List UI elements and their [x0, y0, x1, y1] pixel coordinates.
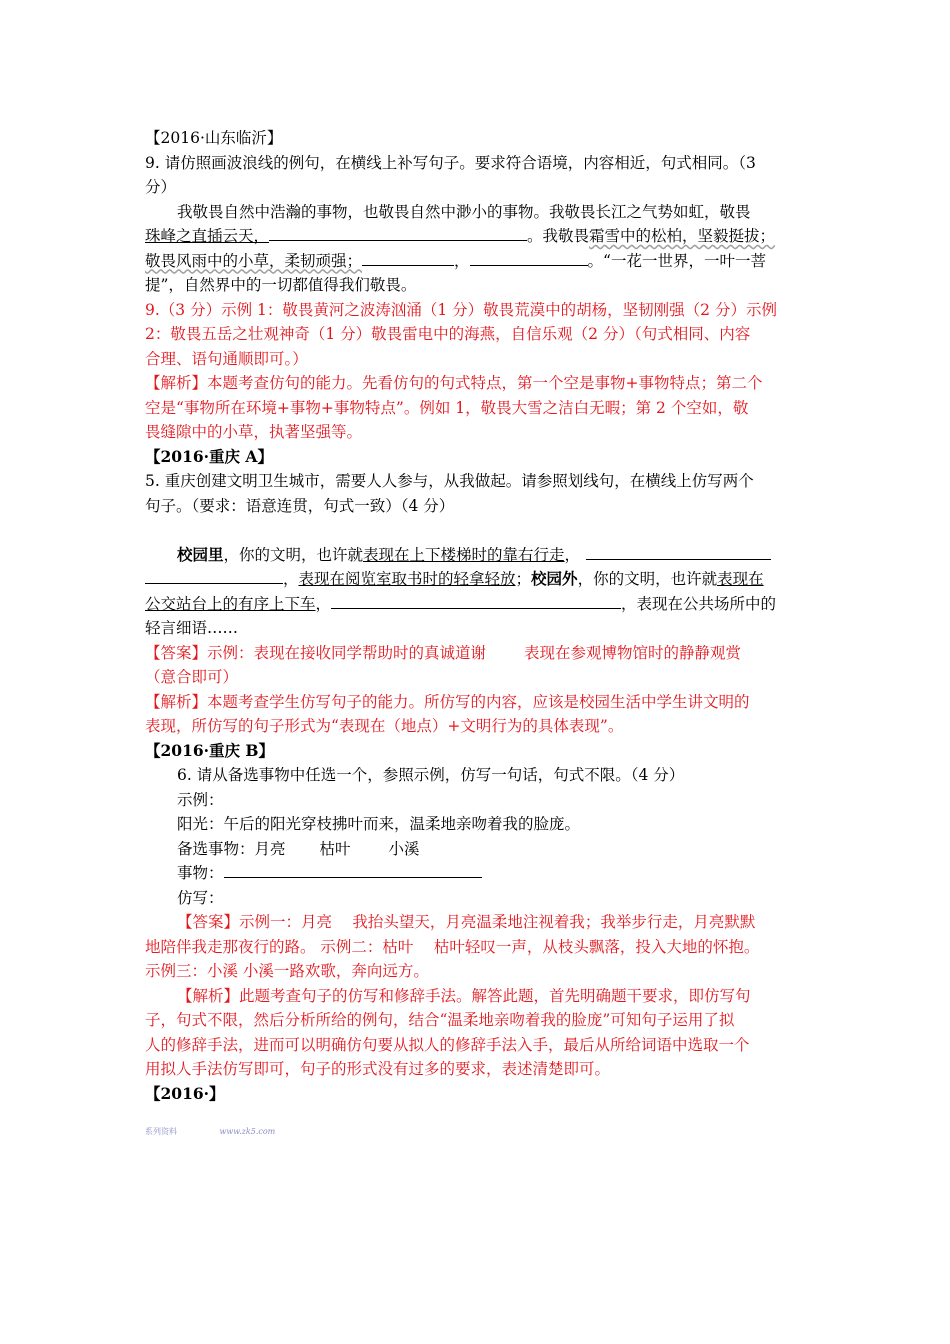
analysis-line: 用拟人手法仿写即可，句子的形式没有过多的要求，表述清楚即可。	[145, 1060, 611, 1078]
passage-text: 珠峰之直插云天，	[145, 227, 270, 245]
imitate-label: 仿写：	[177, 888, 224, 907]
footer-label: 系列资料	[145, 1127, 177, 1136]
analysis-line: 【解析】本题考查仿句的能力。先看仿句的句式特点，第一个空是事物+事物特点；第二个	[145, 374, 763, 392]
passage-line	[145, 273, 810, 298]
passage-line	[145, 200, 810, 225]
underlined-example: 表现在上下楼梯时的靠右行走	[363, 545, 565, 564]
question-stem-cont: 句子。（要求：语意连贯，句式一致）（4 分）	[145, 496, 455, 515]
answer-line: 2：敬畏五岳之壮观神奇（1 分）敬畏雷电中的海燕，自信乐观（2 分）（句式相同、内容	[145, 325, 751, 343]
answer-line: 【答案】示例一：月亮 我抬头望天，月亮温柔地注视着我；我举步行走，月亮默默	[177, 913, 756, 931]
passage-bold: 校园里	[177, 544, 224, 564]
footer	[145, 1126, 315, 1137]
answer-blank[interactable]	[362, 249, 454, 266]
analysis-line: 【解析】此题考查句子的仿写和修辞手法。解答此题，首先明确题干要求，即仿写句	[177, 986, 751, 1005]
spacer	[145, 518, 810, 543]
answer-line: 9.（3 分）示例 1：敬畏黄河之波涛汹涌（1 分）敬畏荒漠中的胡杨，坚韧刚强（2 分）示例	[145, 300, 777, 319]
footer-url[interactable]: www.zk5.com	[219, 1127, 276, 1136]
options-line	[145, 837, 810, 862]
answer-blank[interactable]	[470, 249, 588, 266]
underlined-example: 表现在	[717, 570, 764, 588]
passage-line	[145, 592, 810, 617]
underlined-example: 表现在阅览室取书时的轻拿轻放	[298, 570, 516, 588]
answer-line: 示例三：小溪 小溪一路欢歌，奔向远方。	[145, 962, 429, 980]
analysis-line: 【解析】本题考查学生仿写句子的能力。所仿写的内容，应该是校园生活中学生讲文明的	[145, 692, 750, 711]
answer-blank[interactable]	[224, 861, 482, 878]
answer-blank[interactable]	[269, 224, 527, 241]
thing-label: 事物：	[177, 864, 224, 882]
passage-text: ，你的文明，也许就	[223, 545, 364, 564]
source-tag: 【2016·】	[145, 1083, 225, 1103]
passage-line	[145, 249, 810, 274]
answer-blank[interactable]	[586, 543, 771, 560]
question-stem-cont: 分）	[145, 178, 177, 196]
source-tag: 【2016·重庆 A】	[145, 446, 273, 466]
answer-line: （意合即可）	[145, 668, 239, 686]
passage-bold: 校园外	[531, 569, 578, 588]
underlined-example: 公交站台上的有序上下车	[145, 594, 316, 613]
answer-blank[interactable]	[331, 592, 621, 609]
document-body	[145, 126, 810, 1106]
source-tag: 【2016·山东临沂】	[145, 129, 283, 147]
answer-blank[interactable]	[145, 567, 283, 584]
option-text: 备选事物：月亮	[177, 839, 286, 858]
thing-line	[145, 861, 810, 886]
passage-text: 我敬畏自然中浩瀚的事物，也敬畏自然中渺小的事物。我敬畏长江之气势如虹，敬畏	[177, 202, 751, 221]
analysis-line: 表现，所仿写的句子形式为“表现在（地点）+文明行为的具体表现”。	[145, 717, 624, 735]
passage-line	[145, 543, 810, 568]
wavy-example-text: 敬畏风雨中的小草，柔韧顽强；	[145, 251, 363, 270]
analysis-line: 空是“事物所在环境+事物+事物特点”。例如 1，敬畏大雪之洁白无暇；第 2 个空如，敬	[145, 398, 749, 417]
passage-text: ，表现在公共场所中的	[621, 594, 777, 613]
passage-line	[145, 567, 810, 592]
example-text: 阳光：午后的阳光穿枝拂叶而来，温柔地亲吻着我的脸庞。	[177, 815, 581, 833]
passage-text: ，你的文明，也许就	[577, 570, 718, 588]
answer-line	[145, 641, 810, 666]
example-label: 示例：	[177, 790, 224, 809]
passage-text: ，	[564, 545, 581, 564]
passage-line	[145, 224, 810, 249]
passage-line	[145, 616, 810, 641]
question-stem: 9. 请仿照画波浪线的例句，在横线上补写句子。要求符合语境，内容相近，句式相同。（3	[145, 153, 756, 172]
passage-text: 。我敬畏	[527, 227, 590, 245]
passage-text: 轻言细语……	[145, 619, 239, 637]
answer-line: 合理、语句通顺即可。）	[145, 349, 308, 368]
source-tag: 【2016·重庆 B】	[145, 740, 275, 760]
analysis-line: 子，句式不限，然后分析所给的例句，结合“温柔地亲吻着我的脸庞”可知句子运用了拟	[145, 1011, 735, 1029]
passage-text: ，	[454, 251, 470, 270]
analysis-line: 人的修辞手法，进而可以明确仿句要从拟人的修辞手法入手，最后从所给词语中选取一个	[145, 1035, 750, 1054]
passage-text: 。“一花一世界，一叶一菩	[587, 251, 766, 270]
passage-text: ，	[315, 594, 332, 613]
answer-line: 地陪伴我走那夜行的路。 示例二：枯叶 枯叶轻叹一声，从枝头飘落，投入大地的怀抱。	[145, 937, 760, 956]
passage-text: ；	[515, 570, 532, 588]
answer-text: 表现在参观博物馆时的静静观赏	[524, 643, 742, 662]
passage-text: 提”，自然界中的一切都值得我们敬畏。	[145, 276, 417, 294]
option-text: 枯叶	[319, 839, 351, 858]
option-text: 小溪	[388, 839, 420, 858]
analysis-line: 畏缝隙中的小草，执著坚强等。	[145, 423, 363, 441]
answer-text: 【答案】示例：表现在接收同学帮助时的真诚道谢	[145, 643, 487, 662]
question-stem: 6. 请从备选事物中任选一个，参照示例，仿写一句话，句式不限。（4 分）	[177, 766, 685, 784]
question-stem: 5. 重庆创建文明卫生城市，需要人人参与，从我做起。请参照划线句，在横线上仿写两个	[145, 472, 754, 490]
wavy-example-text: 霜雪中的松柏，坚毅挺拔；	[589, 227, 776, 245]
passage-text: ，	[283, 570, 299, 588]
